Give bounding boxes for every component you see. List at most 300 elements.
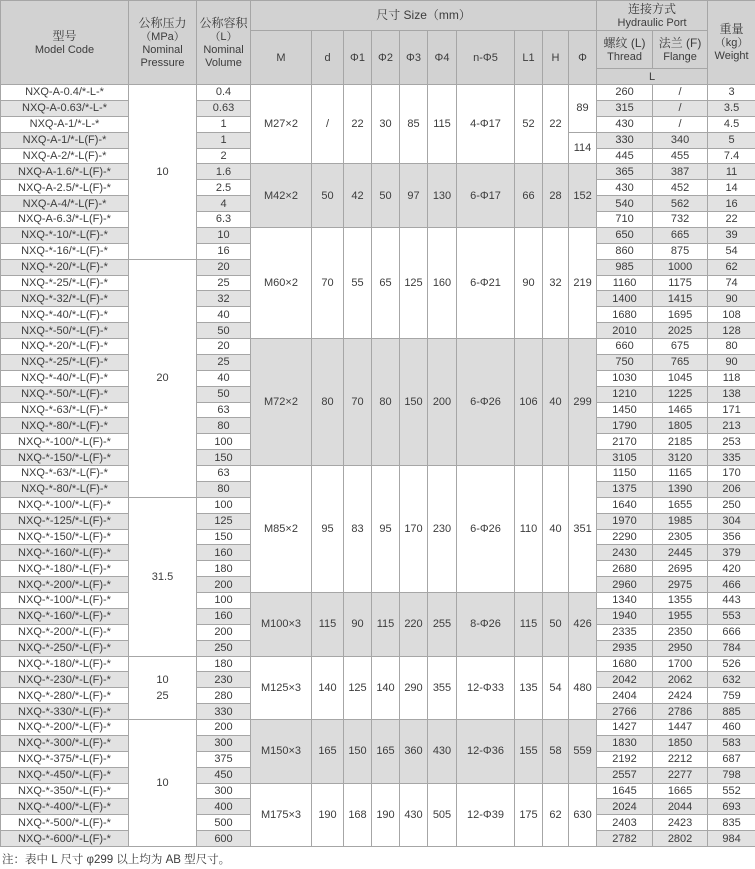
header-nominal-volume [197, 1, 251, 85]
table-row [1, 466, 755, 482]
size-cell-L1: 110 [515, 466, 543, 593]
header-col-phi4: Φ4 [428, 31, 457, 85]
header-flange [653, 31, 708, 69]
model-code-cell: NXQ-*-600/*-L(F)-* [1, 831, 129, 847]
size-cell-d: 190 [312, 783, 344, 847]
size-cell-phi4: 355 [428, 656, 457, 720]
table-row [1, 656, 755, 672]
volume-cell: 125 [197, 513, 251, 529]
header-col-n-phi5: n-Φ5 [457, 31, 515, 85]
header-pressure-zh: 公称压力 [129, 16, 196, 31]
weight-cell: 356 [708, 529, 755, 545]
size-cell-phi1: 83 [344, 466, 372, 593]
header-thread [597, 31, 653, 69]
flange-length-cell: / [653, 85, 708, 101]
weight-cell: 206 [708, 481, 755, 497]
thread-length-cell: 2170 [597, 434, 653, 450]
header-col-d: d [312, 31, 344, 85]
size-cell-d: 80 [312, 339, 344, 466]
flange-length-cell: 2185 [653, 434, 708, 450]
size-cell-phi3: 170 [400, 466, 428, 593]
weight-cell: 335 [708, 450, 755, 466]
size-cell-thread-spec: M100×3 [251, 593, 312, 657]
thread-length-cell: 2782 [597, 831, 653, 847]
size-cell-H: 40 [543, 466, 569, 593]
volume-cell: 300 [197, 735, 251, 751]
pressure-cell [129, 656, 197, 720]
size-cell-thread-spec: M150×3 [251, 720, 312, 784]
weight-cell: 552 [708, 783, 755, 799]
pressure-cell [129, 720, 197, 847]
flange-length-cell: 2423 [653, 815, 708, 831]
weight-cell: 14 [708, 180, 755, 196]
volume-cell: 4 [197, 196, 251, 212]
size-cell-thread-spec: M27×2 [251, 85, 312, 164]
header-col-phi2: Φ2 [372, 31, 400, 85]
size-cell-phi4: 255 [428, 593, 457, 657]
header-volume-unit: （L） [197, 31, 250, 44]
header-model-zh: 型号 [1, 29, 128, 44]
size-cell-H: 22 [543, 85, 569, 164]
model-code-cell: NXQ-A-2.5/*-L(F)-* [1, 180, 129, 196]
pressure-value: 10 [129, 164, 196, 180]
size-cell-n-phi5: 4-Φ17 [457, 85, 515, 164]
model-code-cell: NXQ-*-40/*-L(F)-* [1, 307, 129, 323]
size-cell-phi4: 230 [428, 466, 457, 593]
pressure-value: 10 [129, 775, 196, 791]
model-code-cell: NXQ-*-250/*-L(F)-* [1, 640, 129, 656]
size-cell-phi: 559 [569, 720, 597, 784]
volume-cell: 1.6 [197, 164, 251, 180]
size-cell-H: 28 [543, 164, 569, 228]
flange-length-cell: 387 [653, 164, 708, 180]
header-hydraulic-port [597, 1, 708, 31]
weight-cell: 885 [708, 704, 755, 720]
flange-length-cell: 1700 [653, 656, 708, 672]
flange-length-cell: 455 [653, 148, 708, 164]
header-col-phi3: Φ3 [400, 31, 428, 85]
flange-length-cell: 1695 [653, 307, 708, 323]
table-row [1, 720, 755, 736]
model-code-cell: NXQ-A-1/*-L(F)-* [1, 132, 129, 148]
size-cell-phi3: 430 [400, 783, 428, 847]
size-cell-phi3: 85 [400, 85, 428, 164]
size-cell-phi4: 505 [428, 783, 457, 847]
thread-length-cell: 2192 [597, 751, 653, 767]
size-cell-phi1: 90 [344, 593, 372, 657]
header-volume-en1: Nominal [197, 44, 250, 57]
thread-length-cell: 1340 [597, 593, 653, 609]
size-cell-thread-spec: M72×2 [251, 339, 312, 466]
flange-length-cell: 2277 [653, 767, 708, 783]
model-code-cell: NXQ-*-200/*-L(F)-* [1, 624, 129, 640]
thread-length-cell: 365 [597, 164, 653, 180]
size-cell-n-phi5: 8-Φ26 [457, 593, 515, 657]
table-row [1, 227, 755, 243]
model-code-cell: NXQ-*-63/*-L(F)-* [1, 466, 129, 482]
model-code-cell: NXQ-*-160/*-L(F)-* [1, 545, 129, 561]
weight-cell: 7.4 [708, 148, 755, 164]
model-code-cell: NXQ-A-0.4/*-L-* [1, 85, 129, 101]
flange-length-cell: 765 [653, 354, 708, 370]
thread-length-cell: 1640 [597, 497, 653, 513]
volume-cell: 200 [197, 624, 251, 640]
header-port-en: Hydraulic Port [597, 17, 707, 30]
flange-length-cell: 562 [653, 196, 708, 212]
size-cell-phi: 480 [569, 656, 597, 720]
weight-cell: 213 [708, 418, 755, 434]
flange-length-cell: 875 [653, 243, 708, 259]
weight-cell: 39 [708, 227, 755, 243]
weight-cell: 460 [708, 720, 755, 736]
size-cell-phi4: 200 [428, 339, 457, 466]
flange-length-cell: 1955 [653, 608, 708, 624]
size-cell-L1: 90 [515, 227, 543, 338]
size-cell-thread-spec: M42×2 [251, 164, 312, 228]
size-cell-phi2: 65 [372, 227, 400, 338]
flange-length-cell: 1465 [653, 402, 708, 418]
size-cell-phi1: 168 [344, 783, 372, 847]
model-code-cell: NXQ-*-63/*-L(F)-* [1, 402, 129, 418]
size-cell-L1: 106 [515, 339, 543, 466]
size-cell-phi: 351 [569, 466, 597, 593]
model-code-cell: NXQ-*-80/*-L(F)-* [1, 481, 129, 497]
thread-length-cell: 3105 [597, 450, 653, 466]
thread-length-cell: 2680 [597, 561, 653, 577]
pressure-value: 25 [129, 688, 196, 704]
model-code-cell: NXQ-*-450/*-L(F)-* [1, 767, 129, 783]
size-cell-L1: 135 [515, 656, 543, 720]
weight-cell: 253 [708, 434, 755, 450]
size-cell-phi1: 70 [344, 339, 372, 466]
header-port-L: L [597, 69, 708, 85]
thread-length-cell: 2404 [597, 688, 653, 704]
header-flange-zh: 法兰 (F) [653, 36, 707, 51]
size-cell-n-phi5: 12-Φ39 [457, 783, 515, 847]
volume-cell: 32 [197, 291, 251, 307]
flange-length-cell: / [653, 100, 708, 116]
size-cell-phi3: 220 [400, 593, 428, 657]
volume-cell: 150 [197, 450, 251, 466]
thread-length-cell: 330 [597, 132, 653, 148]
pressure-value: 31.5 [129, 569, 196, 585]
weight-cell: 80 [708, 339, 755, 355]
flange-length-cell: 2786 [653, 704, 708, 720]
volume-cell: 180 [197, 561, 251, 577]
model-code-cell: NXQ-A-2/*-L(F)-* [1, 148, 129, 164]
volume-cell: 100 [197, 593, 251, 609]
size-cell-phi: 114 [569, 132, 597, 164]
thread-length-cell: 1680 [597, 656, 653, 672]
volume-cell: 20 [197, 339, 251, 355]
size-cell-phi3: 360 [400, 720, 428, 784]
thread-length-cell: 260 [597, 85, 653, 101]
thread-length-cell: 1790 [597, 418, 653, 434]
weight-cell: 687 [708, 751, 755, 767]
size-cell-phi: 152 [569, 164, 597, 228]
size-cell-phi1: 42 [344, 164, 372, 228]
flange-length-cell: 2044 [653, 799, 708, 815]
size-cell-phi4: 130 [428, 164, 457, 228]
size-cell-phi1: 125 [344, 656, 372, 720]
weight-cell: 118 [708, 370, 755, 386]
model-code-cell: NXQ-*-200/*-L(F)-* [1, 720, 129, 736]
size-cell-thread-spec: M175×3 [251, 783, 312, 847]
thread-length-cell: 1030 [597, 370, 653, 386]
volume-cell: 2 [197, 148, 251, 164]
volume-cell: 230 [197, 672, 251, 688]
weight-cell: 443 [708, 593, 755, 609]
volume-cell: 280 [197, 688, 251, 704]
flange-length-cell: 2802 [653, 831, 708, 847]
thread-length-cell: 710 [597, 212, 653, 228]
model-code-cell: NXQ-A-1/*-L-* [1, 116, 129, 132]
thread-length-cell: 985 [597, 259, 653, 275]
thread-length-cell: 2010 [597, 323, 653, 339]
size-cell-H: 40 [543, 339, 569, 466]
spec-table-body [1, 85, 755, 847]
thread-length-cell: 2557 [597, 767, 653, 783]
volume-cell: 10 [197, 227, 251, 243]
weight-cell: 420 [708, 561, 755, 577]
volume-cell: 300 [197, 783, 251, 799]
model-code-cell: NXQ-*-160/*-L(F)-* [1, 608, 129, 624]
table-note: 注：表中 L 尺寸 φ299 以上均为 AB 型尺寸。 [0, 847, 755, 869]
model-code-cell: NXQ-*-32/*-L(F)-* [1, 291, 129, 307]
header-volume-zh: 公称容积 [197, 16, 250, 31]
model-code-cell: NXQ-*-125/*-L(F)-* [1, 513, 129, 529]
flange-length-cell: 1175 [653, 275, 708, 291]
size-cell-phi: 426 [569, 593, 597, 657]
thread-length-cell: 660 [597, 339, 653, 355]
volume-cell: 100 [197, 434, 251, 450]
size-cell-phi3: 150 [400, 339, 428, 466]
model-code-cell: NXQ-*-180/*-L(F)-* [1, 656, 129, 672]
size-cell-phi1: 150 [344, 720, 372, 784]
flange-length-cell: 1655 [653, 497, 708, 513]
flange-length-cell: 2445 [653, 545, 708, 561]
weight-cell: 54 [708, 243, 755, 259]
flange-length-cell: 665 [653, 227, 708, 243]
size-cell-d: 115 [312, 593, 344, 657]
thread-length-cell: 2430 [597, 545, 653, 561]
size-cell-thread-spec: M85×2 [251, 466, 312, 593]
weight-cell: 138 [708, 386, 755, 402]
weight-cell: 583 [708, 735, 755, 751]
model-code-cell: NXQ-A-6.3/*-L(F)-* [1, 212, 129, 228]
header-col-phi1: Φ1 [344, 31, 372, 85]
weight-cell: 11 [708, 164, 755, 180]
thread-length-cell: 1160 [597, 275, 653, 291]
size-cell-phi2: 30 [372, 85, 400, 164]
flange-length-cell: 1447 [653, 720, 708, 736]
model-code-cell: NXQ-*-50/*-L(F)-* [1, 386, 129, 402]
thread-length-cell: 1970 [597, 513, 653, 529]
flange-length-cell: 2975 [653, 577, 708, 593]
size-cell-phi3: 125 [400, 227, 428, 338]
flange-length-cell: 1045 [653, 370, 708, 386]
pressure-value: 20 [129, 370, 196, 386]
thread-length-cell: 1450 [597, 402, 653, 418]
size-cell-phi1: 55 [344, 227, 372, 338]
pressure-cell [129, 85, 197, 260]
size-cell-thread-spec: M60×2 [251, 227, 312, 338]
weight-cell: 466 [708, 577, 755, 593]
model-code-cell: NXQ-*-400/*-L(F)-* [1, 799, 129, 815]
weight-cell: 108 [708, 307, 755, 323]
thread-length-cell: 1427 [597, 720, 653, 736]
size-cell-d: 165 [312, 720, 344, 784]
model-code-cell: NXQ-*-25/*-L(F)-* [1, 354, 129, 370]
pressure-value: 10 [129, 672, 196, 688]
thread-length-cell: 445 [597, 148, 653, 164]
model-code-cell: NXQ-*-350/*-L(F)-* [1, 783, 129, 799]
model-code-cell: NXQ-*-200/*-L(F)-* [1, 577, 129, 593]
size-cell-d: 95 [312, 466, 344, 593]
size-cell-phi2: 165 [372, 720, 400, 784]
flange-length-cell: 2025 [653, 323, 708, 339]
weight-cell: 74 [708, 275, 755, 291]
model-code-cell: NXQ-*-375/*-L(F)-* [1, 751, 129, 767]
size-cell-phi: 630 [569, 783, 597, 847]
volume-cell: 1 [197, 132, 251, 148]
weight-cell: 835 [708, 815, 755, 831]
volume-cell: 500 [197, 815, 251, 831]
table-row [1, 339, 755, 355]
thread-length-cell: 315 [597, 100, 653, 116]
volume-cell: 375 [197, 751, 251, 767]
weight-cell: 759 [708, 688, 755, 704]
flange-length-cell: 2305 [653, 529, 708, 545]
size-cell-phi2: 80 [372, 339, 400, 466]
model-code-cell: NXQ-*-280/*-L(F)-* [1, 688, 129, 704]
thread-length-cell: 2024 [597, 799, 653, 815]
volume-cell: 160 [197, 545, 251, 561]
header-flange-en: Flange [653, 51, 707, 64]
flange-length-cell: 1355 [653, 593, 708, 609]
volume-cell: 16 [197, 243, 251, 259]
model-code-cell: NXQ-*-50/*-L(F)-* [1, 323, 129, 339]
thread-length-cell: 2335 [597, 624, 653, 640]
size-cell-phi4: 115 [428, 85, 457, 164]
thread-length-cell: 2935 [597, 640, 653, 656]
volume-cell: 180 [197, 656, 251, 672]
weight-cell: 3.5 [708, 100, 755, 116]
size-cell-phi2: 115 [372, 593, 400, 657]
weight-cell: 693 [708, 799, 755, 815]
thread-length-cell: 1680 [597, 307, 653, 323]
weight-cell: 128 [708, 323, 755, 339]
weight-cell: 62 [708, 259, 755, 275]
model-code-cell: NXQ-*-80/*-L(F)-* [1, 418, 129, 434]
header-weight-unit: （kg） [708, 37, 755, 50]
volume-cell: 2.5 [197, 180, 251, 196]
flange-length-cell: 2212 [653, 751, 708, 767]
volume-cell: 330 [197, 704, 251, 720]
volume-cell: 450 [197, 767, 251, 783]
header-col-M: M [251, 31, 312, 85]
size-cell-n-phi5: 6-Φ17 [457, 164, 515, 228]
size-cell-H: 58 [543, 720, 569, 784]
weight-cell: 171 [708, 402, 755, 418]
model-code-cell: NXQ-*-500/*-L(F)-* [1, 815, 129, 831]
table-row [1, 85, 755, 101]
weight-cell: 798 [708, 767, 755, 783]
size-cell-d: / [312, 85, 344, 164]
flange-length-cell: 2424 [653, 688, 708, 704]
size-cell-phi: 219 [569, 227, 597, 338]
flange-length-cell: 1415 [653, 291, 708, 307]
size-cell-n-phi5: 12-Φ33 [457, 656, 515, 720]
weight-cell: 4.5 [708, 116, 755, 132]
weight-cell: 304 [708, 513, 755, 529]
flange-length-cell: 1165 [653, 466, 708, 482]
volume-cell: 0.63 [197, 100, 251, 116]
size-cell-n-phi5: 6-Φ21 [457, 227, 515, 338]
header-model-en: Model Code [1, 44, 128, 57]
flange-length-cell: 3120 [653, 450, 708, 466]
model-code-cell: NXQ-*-100/*-L(F)-* [1, 434, 129, 450]
volume-cell: 25 [197, 275, 251, 291]
flange-length-cell: 1850 [653, 735, 708, 751]
model-code-cell: NXQ-*-10/*-L(F)-* [1, 227, 129, 243]
volume-cell: 6.3 [197, 212, 251, 228]
thread-length-cell: 650 [597, 227, 653, 243]
thread-length-cell: 1400 [597, 291, 653, 307]
volume-cell: 0.4 [197, 85, 251, 101]
thread-length-cell: 430 [597, 116, 653, 132]
thread-length-cell: 750 [597, 354, 653, 370]
table-row [1, 783, 755, 799]
header-thread-zh: 螺纹 (L) [597, 36, 652, 51]
model-code-cell: NXQ-*-330/*-L(F)-* [1, 704, 129, 720]
flange-length-cell: 1390 [653, 481, 708, 497]
volume-cell: 80 [197, 481, 251, 497]
header-pressure-unit: （MPa） [129, 31, 196, 44]
volume-cell: 63 [197, 402, 251, 418]
volume-cell: 80 [197, 418, 251, 434]
flange-length-cell: 2062 [653, 672, 708, 688]
size-cell-phi2: 140 [372, 656, 400, 720]
volume-cell: 600 [197, 831, 251, 847]
header-model-code [1, 1, 129, 85]
size-cell-L1: 66 [515, 164, 543, 228]
size-cell-H: 32 [543, 227, 569, 338]
size-cell-d: 50 [312, 164, 344, 228]
pressure-cell [129, 497, 197, 656]
thread-length-cell: 2042 [597, 672, 653, 688]
header-pressure-en2: Pressure [129, 57, 196, 70]
flange-length-cell: 1225 [653, 386, 708, 402]
header-volume-en2: Volume [197, 57, 250, 70]
size-cell-L1: 115 [515, 593, 543, 657]
volume-cell: 400 [197, 799, 251, 815]
size-cell-phi: 89 [569, 85, 597, 133]
flange-length-cell: 732 [653, 212, 708, 228]
model-code-cell: NXQ-*-20/*-L(F)-* [1, 259, 129, 275]
thread-length-cell: 1940 [597, 608, 653, 624]
size-cell-phi4: 160 [428, 227, 457, 338]
size-cell-phi1: 22 [344, 85, 372, 164]
weight-cell: 22 [708, 212, 755, 228]
weight-cell: 16 [708, 196, 755, 212]
header-port-zh: 连接方式 [597, 2, 707, 17]
weight-cell: 553 [708, 608, 755, 624]
model-code-cell: NXQ-*-20/*-L(F)-* [1, 339, 129, 355]
flange-length-cell: / [653, 116, 708, 132]
flange-length-cell: 2950 [653, 640, 708, 656]
model-code-cell: NXQ-*-150/*-L(F)-* [1, 529, 129, 545]
